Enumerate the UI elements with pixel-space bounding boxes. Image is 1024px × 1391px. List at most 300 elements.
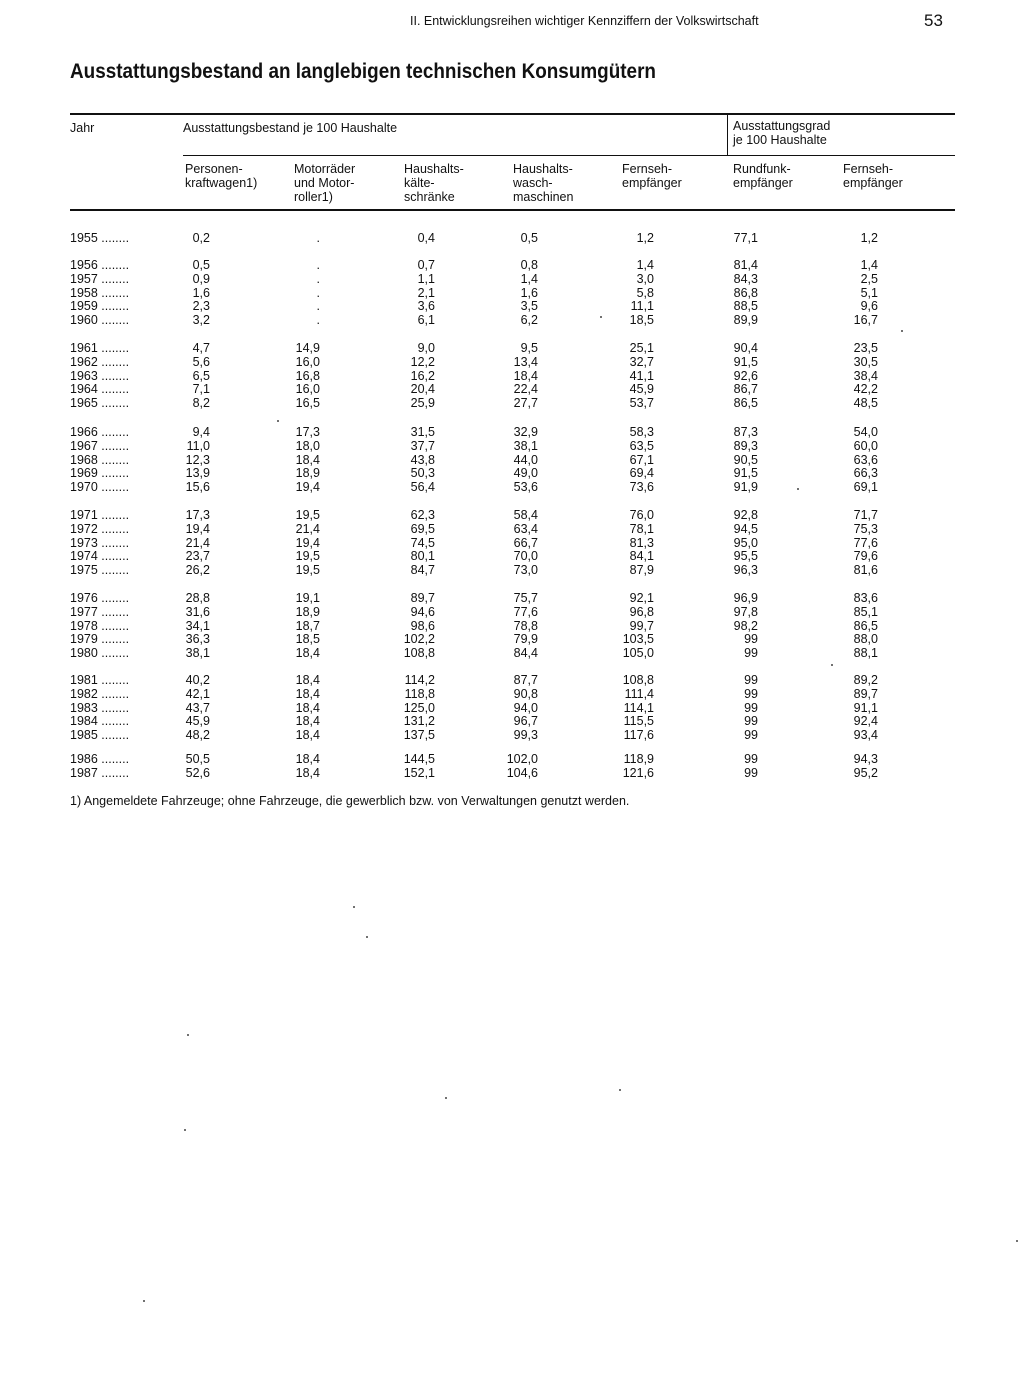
value-cell: 99 — [744, 632, 758, 647]
value-cell: 0,8 — [520, 258, 538, 272]
value-cell: 95,0 — [733, 535, 758, 550]
value-cell: 86,5 — [733, 396, 758, 411]
value-cell: 71,7 — [853, 508, 878, 522]
value-cell: 7,1 — [192, 382, 210, 397]
value-cell: 94,5 — [733, 521, 758, 536]
value-cell: 99 — [744, 728, 758, 743]
value-cell: 80,1 — [410, 549, 435, 564]
value-cell: 50,3 — [410, 466, 435, 481]
page-title: Ausstattungsbestand an langlebigen technischen Konsumgütern — [70, 60, 656, 83]
value-cell: 5,1 — [860, 285, 878, 300]
table-row — [0, 563, 1024, 577]
value-cell: 95,5 — [733, 549, 758, 564]
value-cell: 44,0 — [513, 452, 538, 467]
scan-speck — [831, 664, 833, 666]
value-cell: 99 — [744, 752, 758, 766]
year-cell: 1983 ........ — [70, 700, 130, 715]
year-cell: 1970 ........ — [70, 480, 130, 495]
value-cell: 97,8 — [733, 604, 758, 619]
column-header-line: maschinen — [513, 190, 574, 204]
value-cell: 32,9 — [513, 425, 538, 439]
running-head: II. Entwicklungsreihen wichtiger Kennziffern der Volkswirtschaft — [410, 14, 759, 28]
value-cell: 84,7 — [410, 563, 435, 578]
page-number: 53 — [924, 11, 943, 30]
value-cell: 79,9 — [513, 632, 538, 647]
value-cell: 18,4 — [295, 646, 320, 661]
year-cell: 1958 ........ — [70, 285, 130, 300]
value-cell: 43,8 — [410, 452, 435, 467]
table-row — [0, 258, 1024, 272]
value-cell: 49,0 — [513, 466, 538, 481]
value-cell: 13,4 — [513, 354, 538, 369]
value-cell: 73,0 — [513, 563, 538, 578]
year-cell: 1967 ........ — [70, 438, 130, 453]
value-cell: 66,7 — [513, 535, 538, 550]
value-cell: 81,3 — [629, 535, 654, 550]
value-cell: 53,7 — [629, 396, 654, 411]
table-row — [0, 701, 1024, 715]
table-row — [0, 632, 1024, 646]
scan-speck — [366, 936, 368, 938]
table-row — [0, 752, 1024, 766]
value-cell: 89,9 — [733, 313, 758, 328]
table-row — [0, 453, 1024, 467]
value-cell: 96,9 — [733, 591, 758, 605]
column-header-line: Motorräder — [294, 162, 356, 176]
year-column-header: Jahr — [70, 121, 95, 135]
value-cell: 69,5 — [410, 521, 435, 536]
column-header-line: Fernseh- — [622, 162, 673, 176]
value-cell: 86,5 — [853, 618, 878, 633]
value-cell: 90,8 — [513, 686, 538, 701]
value-cell: 60,0 — [853, 438, 878, 453]
table-row — [0, 466, 1024, 480]
value-cell: 18,4 — [295, 765, 320, 780]
value-cell: 114,2 — [404, 673, 435, 687]
value-cell: 50,5 — [185, 752, 210, 766]
year-cell: 1972 ........ — [70, 521, 130, 536]
value-cell: 105,0 — [622, 646, 654, 661]
value-cell: 91,9 — [733, 480, 758, 495]
value-cell: 34,1 — [185, 618, 210, 633]
year-cell: 1980 ........ — [70, 646, 130, 661]
value-cell: 19,5 — [295, 549, 320, 564]
value-cell: 42,2 — [853, 382, 878, 397]
value-cell: 63,4 — [513, 521, 538, 536]
value-cell: 99 — [744, 765, 758, 780]
year-cell: 1978 ........ — [70, 618, 130, 633]
value-cell: 1,1 — [417, 271, 435, 286]
value-cell: 1,2 — [860, 231, 878, 245]
value-cell: . — [316, 313, 320, 328]
value-cell: 22,4 — [513, 382, 538, 397]
value-cell: 78,8 — [513, 618, 538, 633]
value-cell: 52,6 — [185, 765, 210, 780]
value-cell: 81,6 — [853, 563, 878, 578]
value-cell: 92,4 — [853, 714, 878, 729]
scan-speck — [619, 1089, 621, 1091]
table-row — [0, 480, 1024, 494]
table-row — [0, 536, 1024, 550]
value-cell: 62,3 — [410, 508, 435, 522]
value-cell: 41,1 — [629, 368, 654, 383]
column-header-line: empfänger — [622, 176, 682, 190]
value-cell: 16,8 — [295, 368, 320, 383]
value-cell: 8,2 — [192, 396, 210, 411]
value-cell: 56,4 — [410, 480, 435, 495]
value-cell: 63,6 — [853, 452, 878, 467]
value-cell: 1,4 — [860, 258, 878, 272]
value-cell: 18,4 — [295, 728, 320, 743]
value-cell: 18,0 — [295, 438, 320, 453]
value-cell: 75,7 — [513, 591, 538, 605]
table-row — [0, 646, 1024, 660]
value-cell: 21,4 — [295, 521, 320, 536]
value-cell: 38,1 — [185, 646, 210, 661]
value-cell: 0,4 — [417, 231, 435, 245]
value-cell: 25,1 — [629, 341, 654, 355]
value-cell: 48,2 — [185, 728, 210, 743]
value-cell: 73,6 — [629, 480, 654, 495]
value-cell: 108,8 — [403, 646, 435, 661]
value-cell: 0,7 — [417, 258, 435, 272]
scan-speck — [445, 1097, 447, 1099]
value-cell: 84,1 — [629, 549, 654, 564]
value-cell: 9,0 — [417, 341, 435, 355]
header-bottom-rule — [70, 209, 955, 211]
value-cell: 1,6 — [192, 285, 210, 300]
value-cell: 38,1 — [513, 438, 538, 453]
value-cell: 86,7 — [733, 382, 758, 397]
table-row — [0, 605, 1024, 619]
value-cell: 0,5 — [192, 258, 210, 272]
value-cell: 88,0 — [853, 632, 878, 647]
value-cell: 9,5 — [520, 341, 538, 355]
year-cell: 1956 ........ — [70, 258, 130, 272]
year-cell: 1964 ........ — [70, 382, 130, 397]
value-cell: 75,3 — [853, 521, 878, 536]
value-cell: 94,6 — [410, 604, 435, 619]
scan-speck — [143, 1300, 145, 1302]
value-cell: 92,8 — [733, 508, 758, 522]
scan-speck — [1016, 1240, 1018, 1242]
value-cell: 88,1 — [853, 646, 878, 661]
value-cell: 18,9 — [295, 466, 320, 481]
scan-speck — [353, 906, 355, 908]
table-row — [0, 299, 1024, 313]
value-cell: 77,1 — [733, 231, 758, 245]
column-header-kuehlschraenke — [404, 162, 464, 204]
value-cell: 1,6 — [520, 285, 538, 300]
year-cell: 1959 ........ — [70, 299, 130, 314]
value-cell: 90,4 — [733, 341, 758, 355]
table-row — [0, 286, 1024, 300]
value-cell: 31,6 — [185, 604, 210, 619]
value-cell: 2,3 — [192, 299, 210, 314]
group-header-line: Ausstattungsgrad — [733, 119, 831, 133]
value-cell: 1,2 — [636, 231, 654, 245]
value-cell: 3,6 — [417, 299, 435, 314]
year-cell: 1963 ........ — [70, 368, 130, 383]
value-cell: . — [316, 285, 320, 300]
value-cell: 15,6 — [185, 480, 210, 495]
value-cell: 137,5 — [403, 728, 435, 743]
value-cell: 43,7 — [185, 700, 210, 715]
table-row — [0, 591, 1024, 605]
table-row — [0, 231, 1024, 245]
value-cell: 3,0 — [636, 271, 654, 286]
footnote: 1) Angemeldete Fahrzeuge; ohne Fahrzeuge, die gewerblich bzw. von Verwaltungen genutzt werden. — [70, 794, 630, 808]
value-cell: 79,6 — [853, 549, 878, 564]
value-cell: 69,1 — [853, 480, 878, 495]
value-cell: 30,5 — [853, 354, 878, 369]
value-cell: 74,5 — [410, 535, 435, 550]
value-cell: 98,2 — [733, 618, 758, 633]
value-cell: 12,3 — [185, 452, 210, 467]
value-cell: 14,9 — [295, 341, 320, 355]
value-cell: . — [316, 258, 320, 272]
group-header-ausstattungsgrad — [733, 119, 830, 147]
table-row — [0, 382, 1024, 396]
value-cell: 78,1 — [629, 521, 654, 536]
value-cell: 19,5 — [295, 563, 320, 578]
value-cell: 121,6 — [622, 765, 654, 780]
value-cell: 16,0 — [295, 354, 320, 369]
value-cell: 0,9 — [192, 271, 210, 286]
value-cell: 102,2 — [403, 632, 435, 647]
value-cell: 18,4 — [295, 714, 320, 729]
table-row — [0, 508, 1024, 522]
value-cell: 108,8 — [622, 673, 654, 687]
value-cell: 13,9 — [185, 466, 210, 481]
column-header-line: Haushalts- — [404, 162, 464, 176]
value-cell: 131,2 — [403, 714, 435, 729]
value-cell: 23,7 — [185, 549, 210, 564]
value-cell: . — [316, 231, 320, 245]
value-cell: 144,5 — [403, 752, 435, 766]
value-cell: 98,6 — [410, 618, 435, 633]
value-cell: 17,3 — [185, 508, 210, 522]
scan-speck — [797, 488, 799, 490]
value-cell: 102,0 — [506, 752, 538, 766]
value-cell: 77,6 — [853, 535, 878, 550]
value-cell: 11,0 — [186, 438, 210, 453]
table-row — [0, 439, 1024, 453]
year-cell: 1986 ........ — [70, 752, 130, 766]
value-cell: 89,7 — [410, 591, 435, 605]
value-cell: 18,4 — [295, 700, 320, 715]
value-cell: 99 — [744, 646, 758, 661]
value-cell: 0,5 — [520, 231, 538, 245]
value-cell: 23,5 — [853, 341, 878, 355]
year-cell: 1966 ........ — [70, 425, 130, 439]
value-cell: 70,0 — [513, 549, 538, 564]
column-header-waschmaschinen — [513, 162, 573, 204]
table-row — [0, 341, 1024, 355]
year-cell: 1973 ........ — [70, 535, 130, 550]
value-cell: 19,5 — [295, 508, 320, 522]
value-cell: 18,5 — [295, 632, 320, 647]
column-header-line: empfänger — [733, 176, 793, 190]
value-cell: 93,4 — [853, 728, 878, 743]
value-cell: 16,5 — [295, 396, 320, 411]
value-cell: 94,0 — [513, 700, 538, 715]
value-cell: 89,3 — [733, 438, 758, 453]
year-cell: 1982 ........ — [70, 686, 130, 701]
value-cell: 84,3 — [733, 271, 758, 286]
value-cell: 5,6 — [192, 354, 210, 369]
column-header-fernseh-bestand — [622, 162, 682, 190]
value-cell: 6,2 — [520, 313, 538, 328]
value-cell: 16,0 — [295, 382, 320, 397]
scan-speck — [277, 420, 279, 422]
table-row — [0, 619, 1024, 633]
value-cell: 16,2 — [410, 368, 435, 383]
year-cell: 1968 ........ — [70, 452, 130, 467]
value-cell: 18,4 — [513, 368, 538, 383]
value-cell: 63,5 — [629, 438, 654, 453]
value-cell: 99 — [744, 714, 758, 729]
column-header-fernseh-grad — [843, 162, 903, 190]
year-cell: 1985 ........ — [70, 728, 130, 743]
value-cell: 16,7 — [853, 313, 878, 328]
scan-speck — [600, 316, 602, 318]
table-row — [0, 272, 1024, 286]
value-cell: 38,4 — [853, 368, 878, 383]
value-cell: 114,1 — [623, 700, 654, 715]
table-top-rule — [70, 113, 955, 115]
value-cell: 28,8 — [185, 591, 210, 605]
column-header-line: kraftwagen1) — [185, 176, 258, 190]
value-cell: 18,5 — [629, 313, 654, 328]
group-divider-rule — [727, 115, 728, 156]
value-cell: 20,4 — [410, 382, 435, 397]
value-cell: 88,5 — [733, 299, 758, 314]
value-cell: 76,0 — [629, 508, 654, 522]
value-cell: 19,1 — [295, 591, 320, 605]
value-cell: 99,3 — [513, 728, 538, 743]
value-cell: 4,7 — [192, 341, 210, 355]
table-row — [0, 355, 1024, 369]
group-header-rule — [183, 155, 955, 156]
column-header-line: und Motor- — [294, 176, 355, 190]
value-cell: 19,4 — [295, 480, 320, 495]
value-cell: 17,3 — [295, 425, 320, 439]
value-cell: 2,1 — [417, 285, 435, 300]
year-cell: 1975 ........ — [70, 563, 130, 578]
value-cell: 83,6 — [853, 591, 878, 605]
value-cell: 18,4 — [295, 673, 320, 687]
group-header-line: je 100 Haushalte — [733, 133, 827, 147]
value-cell: 104,6 — [506, 765, 538, 780]
value-cell: 58,4 — [513, 508, 538, 522]
scan-speck — [901, 330, 903, 332]
value-cell: 19,4 — [185, 521, 210, 536]
value-cell: 89,2 — [853, 673, 878, 687]
column-header-motorraeder — [294, 162, 355, 204]
value-cell: . — [316, 299, 320, 314]
table-row — [0, 714, 1024, 728]
year-cell: 1969 ........ — [70, 466, 130, 481]
value-cell: 31,5 — [410, 425, 435, 439]
value-cell: 42,1 — [185, 686, 210, 701]
value-cell: 40,2 — [185, 673, 210, 687]
table-row — [0, 313, 1024, 327]
table-row — [0, 522, 1024, 536]
value-cell: 53,6 — [513, 480, 538, 495]
value-cell: 69,4 — [629, 466, 654, 481]
value-cell: 99,7 — [629, 618, 654, 633]
year-cell: 1971 ........ — [70, 508, 130, 522]
value-cell: 11,1 — [630, 299, 654, 314]
column-header-line: Fernseh- — [843, 162, 894, 176]
value-cell: 86,8 — [733, 285, 758, 300]
value-cell: 94,3 — [853, 752, 878, 766]
table-row — [0, 687, 1024, 701]
value-cell: 118,8 — [404, 686, 435, 701]
value-cell: 3,5 — [520, 299, 538, 314]
value-cell: 91,5 — [733, 466, 758, 481]
value-cell: 87,3 — [733, 425, 758, 439]
value-cell: 1,4 — [636, 258, 654, 272]
table-row — [0, 766, 1024, 780]
column-header-line: schränke — [404, 190, 455, 204]
value-cell: 2,5 — [860, 271, 878, 286]
column-header-pkw — [185, 162, 257, 190]
scan-speck — [184, 1129, 186, 1131]
table-row — [0, 728, 1024, 742]
value-cell: 85,1 — [853, 604, 878, 619]
value-cell: 45,9 — [185, 714, 210, 729]
value-cell: 48,5 — [853, 396, 878, 411]
year-cell: 1976 ........ — [70, 591, 130, 605]
value-cell: 45,9 — [629, 382, 654, 397]
column-header-line: Haushalts- — [513, 162, 573, 176]
value-cell: 19,4 — [295, 535, 320, 550]
value-cell: 6,1 — [417, 313, 435, 328]
value-cell: 96,3 — [733, 563, 758, 578]
year-cell: 1984 ........ — [70, 714, 130, 729]
value-cell: 90,5 — [733, 452, 758, 467]
value-cell: 9,4 — [192, 425, 210, 439]
value-cell: 118,9 — [623, 752, 654, 766]
scan-speck — [187, 1034, 189, 1036]
value-cell: 27,7 — [513, 396, 538, 411]
value-cell: 92,6 — [733, 368, 758, 383]
year-cell: 1981 ........ — [70, 673, 130, 687]
value-cell: 87,9 — [629, 563, 654, 578]
value-cell: 103,5 — [622, 632, 654, 647]
value-cell: 18,7 — [295, 618, 320, 633]
value-cell: 5,8 — [636, 285, 654, 300]
value-cell: 26,2 — [185, 563, 210, 578]
value-cell: 99 — [744, 700, 758, 715]
value-cell: 99 — [744, 686, 758, 701]
value-cell: 92,1 — [629, 591, 654, 605]
value-cell: 12,2 — [410, 354, 435, 369]
table-row — [0, 425, 1024, 439]
year-cell: 1961 ........ — [70, 341, 130, 355]
table-row — [0, 673, 1024, 687]
year-cell: 1979 ........ — [70, 632, 130, 647]
value-cell: 111,4 — [624, 686, 654, 701]
column-header-line: Personen- — [185, 162, 243, 176]
group-header-ausstattungsbestand: Ausstattungsbestand je 100 Haushalte — [183, 121, 398, 135]
value-cell: 125,0 — [403, 700, 435, 715]
value-cell: 18,9 — [295, 604, 320, 619]
year-cell: 1957 ........ — [70, 271, 130, 286]
value-cell: 91,1 — [853, 700, 878, 715]
